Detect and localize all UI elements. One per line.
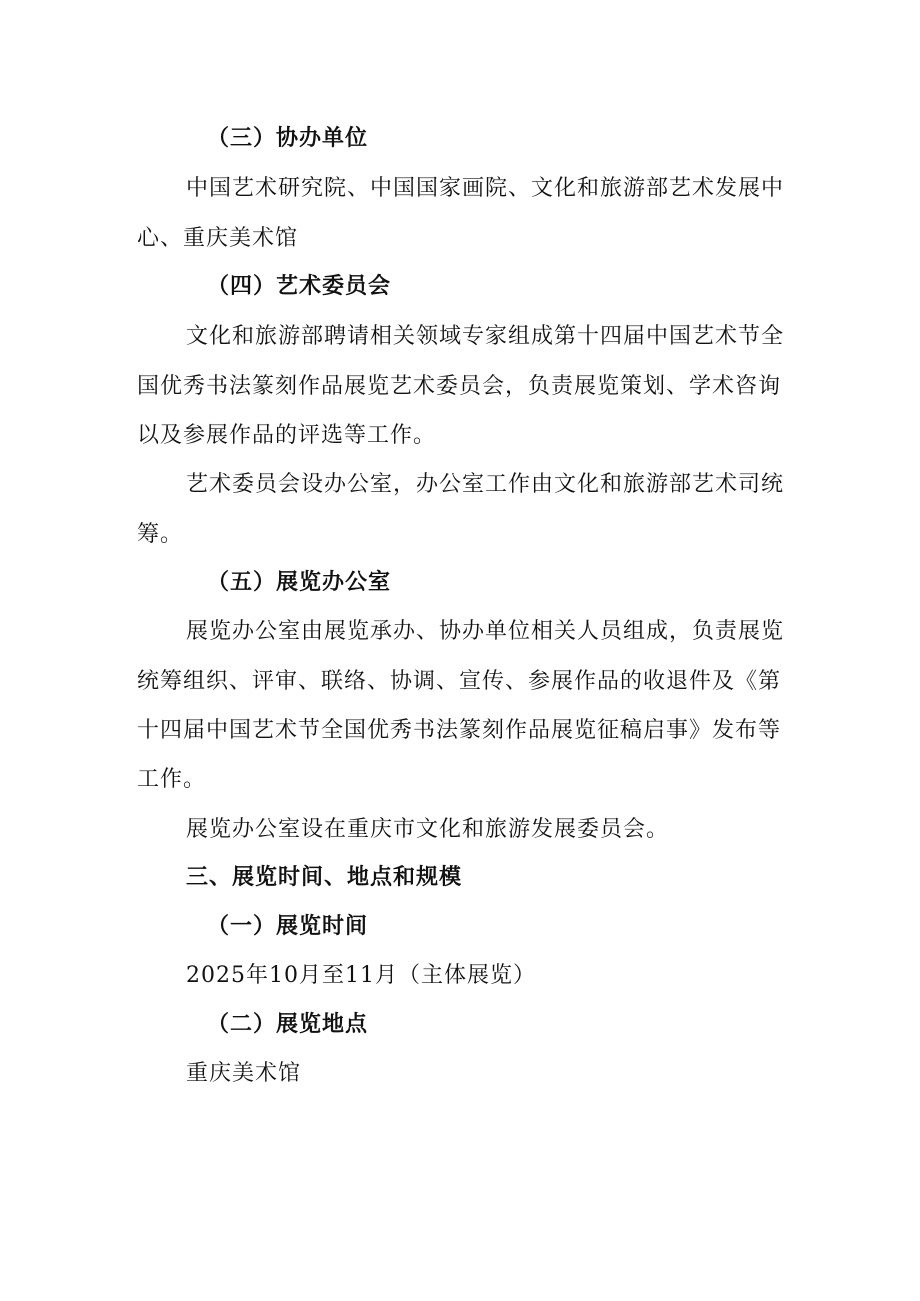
heading-assist-units: （三）协办单位 bbox=[207, 126, 369, 151]
art-committee-p1-line-1: 文化和旅游部聘请相关领域专家组成第十四届中国艺术节全 bbox=[186, 324, 785, 349]
heading-art-committee: （四）艺术委员会 bbox=[207, 274, 392, 299]
art-committee-p2-line-1: 艺术委员会设办公室，办公室工作由文化和旅游部艺术司统 bbox=[186, 472, 785, 497]
heading-exhibition-office: （五）展览办公室 bbox=[207, 570, 392, 595]
exhibition-office-p2-line-1: 展览办公室设在重庆市文化和旅游发展委员会。 bbox=[186, 817, 670, 842]
exhibition-location-text: 重庆美术馆 bbox=[186, 1061, 302, 1086]
assist-units-line-1: 中国艺术研究院、中国国家画院、文化和旅游部艺术发展中 bbox=[186, 176, 785, 201]
exhibition-time-text: 2025年10月至11月（主体展览） bbox=[186, 963, 536, 988]
heading-exhibition-time: （一）展览时间 bbox=[207, 914, 369, 939]
art-committee-p1-line-3: 以及参展作品的评选等工作。 bbox=[137, 423, 437, 448]
exhibition-office-p1-line-1: 展览办公室由展览承办、协办单位相关人员组成，负责展览 bbox=[186, 619, 785, 644]
art-committee-p2-line-2: 筹。 bbox=[137, 522, 184, 547]
exhibition-office-p1-line-2: 统筹组织、评审、联络、协调、宣传、参展作品的收退件及《第 bbox=[137, 669, 782, 694]
assist-units-line-2: 心、重庆美术馆 bbox=[137, 226, 299, 251]
heading-exhibition-location: （二）展览地点 bbox=[207, 1012, 369, 1037]
exhibition-office-p1-line-3: 十四届中国艺术节全国优秀书法篆刻作品展览征稿启事》发布等 bbox=[137, 718, 782, 743]
heading-part-3: 三、展览时间、地点和规模 bbox=[186, 865, 463, 890]
exhibition-office-p1-line-4: 工作。 bbox=[137, 767, 207, 792]
art-committee-p1-line-2: 国优秀书法篆刻作品展览艺术委员会，负责展览策划、学术咨询 bbox=[137, 374, 782, 399]
